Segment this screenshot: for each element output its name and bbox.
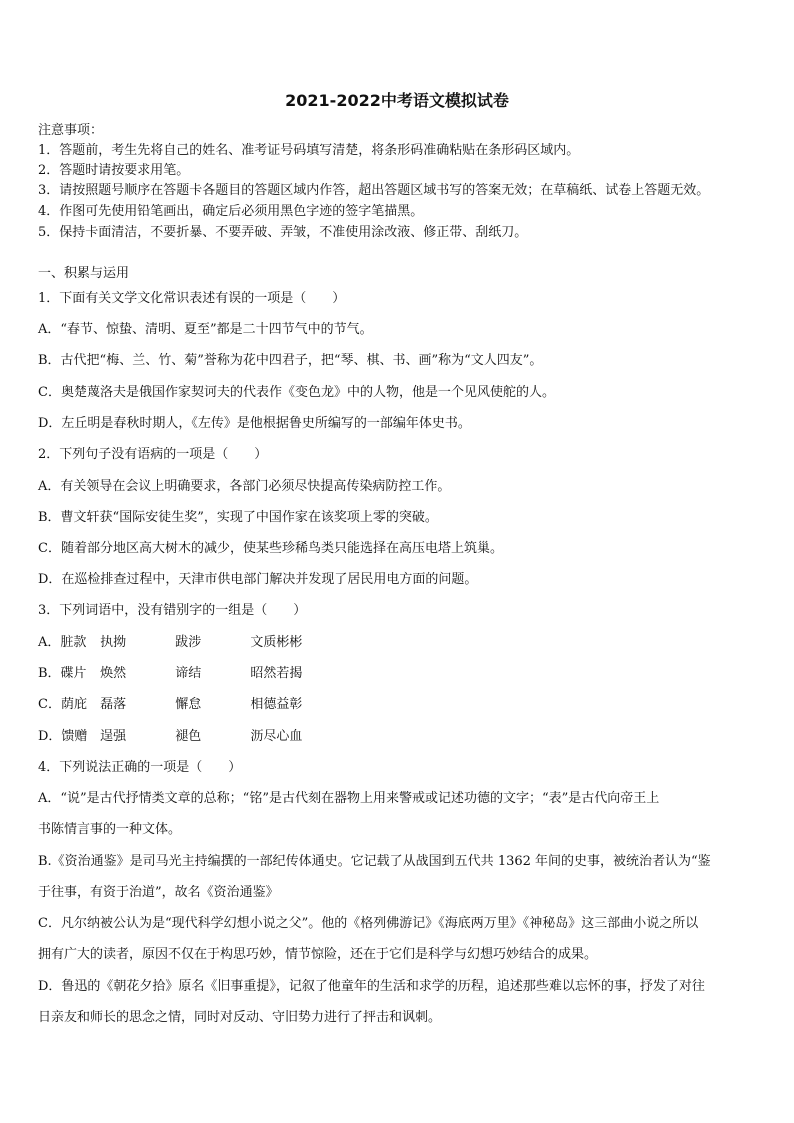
word-cell: 褪色 [175, 729, 202, 744]
question-option: C．奥楚蔑洛夫是俄国作家契诃夫的代表作《变色龙》中的人物，他是一个见风使舵的人。 [38, 385, 555, 400]
word-option-row [38, 728, 302, 746]
question-text-line: D．鲁迅的《朝花夕拾》原名《旧事重提》，记叙了他童年的生活和求学的历程，追述那些难以忘怀的事，抒发了对往 [38, 979, 705, 994]
word-cell: 相德益彰 [250, 697, 303, 712]
notice-heading: 注意事项： [38, 123, 104, 138]
question-stem: 3．下列词语中，没有错别字的一组是（ ） [38, 603, 307, 618]
word-cell: B．碟片 [38, 666, 87, 681]
word-cell: 文质彬彬 [250, 635, 303, 650]
question-text-line: C．凡尔纳被公认为是“现代科学幻想小说之父”。他的《格列佛游记》《海底两万里》《神秘岛》这三部曲小说之所以 [38, 916, 699, 931]
question-text-line: B.《资治通鉴》是司马光主持编撰的一部纪传体通史。它记载了从战国到五代共 1362 年间的史事，被统治者认为“鉴 [38, 854, 711, 869]
notice-item: 1．答题前，考生先将自己的姓名、准考证号码填写清楚，将条形码准确粘贴在条形码区域内。 [38, 143, 580, 158]
word-option-row [38, 665, 302, 683]
question-option: B．曹文轩获“国际安徒生奖”，实现了中国作家在该奖项上零的突破。 [38, 510, 438, 525]
question-option: A．有关领导在会议上明确要求，各部门必须尽快提高传染病防控工作。 [38, 479, 451, 494]
question-text-line: 书陈情言事的一种文体。 [38, 822, 182, 837]
notice-item: 4．作图可先使用铅笔画出，确定后必须用黑色字迹的签字笔描黑。 [38, 204, 424, 219]
word-cell: 逞强 [100, 729, 127, 744]
word-cell: 沥尽心血 [250, 729, 303, 744]
question-option: D．在巡检排查过程中，天津市供电部门解决并发现了居民用电方面的问题。 [38, 572, 478, 587]
question-option: C．随着部分地区高大树木的减少，使某些珍稀鸟类只能选择在高压电塔上筑巢。 [38, 541, 503, 556]
word-option-row [38, 696, 302, 714]
question-stem: 1．下面有关文学文化常识表述有误的一项是（ ） [38, 291, 346, 306]
word-option-row [38, 634, 302, 652]
question-stem: 4．下列说法正确的一项是（ ） [38, 760, 242, 775]
section-heading: 一、积累与运用 [38, 266, 130, 281]
word-cell: 磊落 [100, 697, 127, 712]
word-cell: 跋涉 [175, 635, 202, 650]
word-cell: 执拗 [100, 635, 127, 650]
question-text-line: A．“说”是古代抒情类文章的总称；“铭”是古代刻在器物上用来警戒或记述功德的文字；“表”是古代向帝王上 [38, 791, 660, 806]
word-cell: D．馈赠 [38, 729, 88, 744]
word-cell: A．脏款 [38, 635, 87, 650]
notice-item: 3．请按照题号顺序在答题卡各题目的答题区域内作答，超出答题区域书写的答案无效；在草稿纸、试卷上答题无效。 [38, 183, 710, 198]
question-text-line: 拥有广大的读者，原因不仅在于构思巧妙，情节惊险，还在于它们是科学与幻想巧妙结合的成果。 [38, 947, 598, 962]
page-title: 2021-2022中考语文模拟试卷 [285, 91, 509, 110]
question-option: D．左丘明是春秋时期人，《左传》是他根据鲁史所编写的一部编年体史书。 [38, 416, 471, 431]
word-cell: 焕然 [100, 666, 127, 681]
word-cell: 懈怠 [175, 697, 202, 712]
question-option: A．“春节、惊蛰、清明、夏至”都是二十四节气中的节气。 [38, 322, 373, 337]
word-cell: 昭然若揭 [250, 666, 303, 681]
word-cell: C．荫庇 [38, 697, 87, 712]
notice-item: 5．保持卡面清洁，不要折暴、不要弄破、弄皱，不准使用涂改液、修正带、刮纸刀。 [38, 225, 528, 240]
question-stem: 2．下列句子没有语病的一项是（ ） [38, 447, 268, 462]
notice-item: 2．答题时请按要求用笔。 [38, 163, 190, 178]
word-cell: 谛结 [175, 666, 202, 681]
question-option: B．古代把“梅、兰、竹、菊”誉称为花中四君子，把“琴、棋、书、画”称为“文人四友”。 [38, 353, 543, 368]
question-text-line: 日亲友和师长的思念之情，同时对反动、守旧势力进行了抨击和讽刺。 [38, 1010, 442, 1025]
question-text-line: 于往事，有资于治道”，故名《资治通鉴》 [38, 885, 279, 900]
